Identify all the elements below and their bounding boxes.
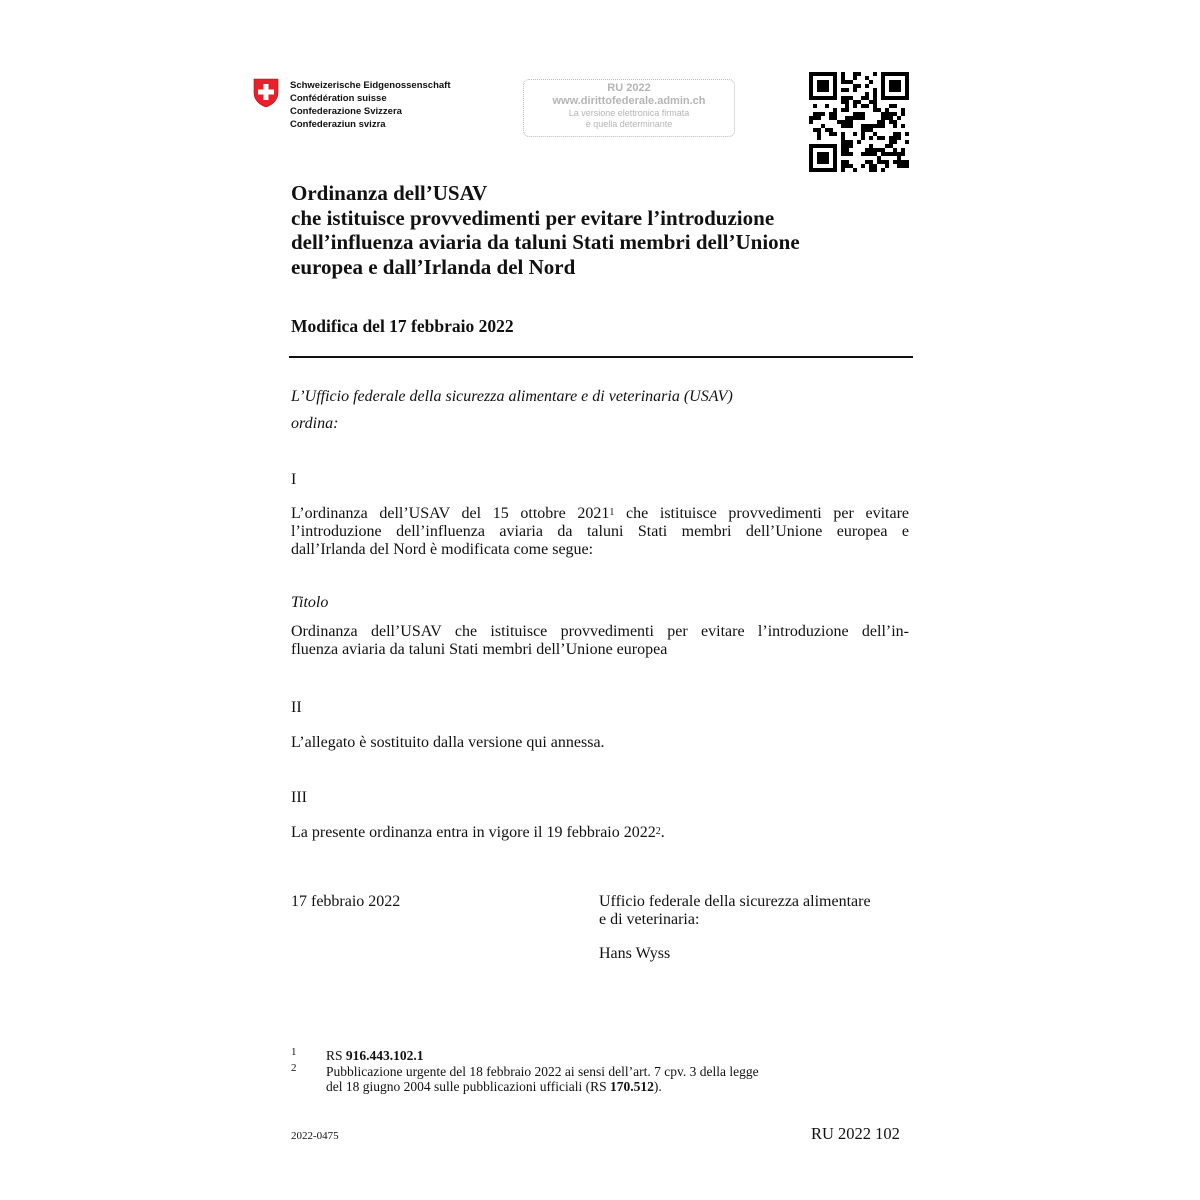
swiss-cross-icon [253, 78, 279, 108]
titolo-text-b: fluenza aviaria da taluni Stati membri dell’Unione europea [291, 641, 668, 658]
fn2-rs-number[interactable]: 170.512 [609, 1079, 654, 1094]
titolo-text [291, 623, 909, 659]
fn2-line-1: Pubblicazione urgente del 18 febbraio 2022 ai sensi dell’art. 7 cpv. 3 della legge [326, 1064, 759, 1079]
title-line-1: Ordinanza dell’USAV [291, 181, 488, 205]
stamp-url[interactable]: www.dirittofederale.admin.ch [552, 95, 706, 107]
publication-stamp [523, 79, 735, 137]
stamp-note-2: è quella determinante [585, 119, 673, 129]
s3-text: La presente ordinanza entra in vigore il 19 febbraio 2022 [291, 824, 656, 841]
footnote-number-2: 2 [291, 1062, 297, 1074]
preamble-ordina: ordina: [291, 415, 339, 432]
amendment-date: Modifica del 17 febbraio 2022 [291, 316, 514, 336]
s3-text-end: . [660, 824, 665, 841]
s1-text-b: che istituisce provvedimenti per evitare l’introduzione dell’influenza aviaria da taluni Stati membri dell’Unione europea e [291, 505, 909, 540]
stamp-note-1: La versione elettronica firmata [568, 108, 690, 118]
preamble-authority: L’Ufficio federale della sicurezza alimentare e di veterinaria (USAV) [291, 388, 733, 405]
document-code: 2022-0475 [291, 1130, 339, 1142]
confederation-de: Schweizerische Eidgenossenschaft [290, 80, 451, 91]
document-title [291, 181, 931, 279]
office-line-2: e di veterinaria: [599, 911, 700, 928]
section-2-text: L’allegato è sostituito dalla versione qui annessa. [291, 734, 605, 751]
section-1-text [291, 505, 909, 559]
qr-code-icon [809, 72, 909, 172]
fn2-line-2b: ). [653, 1079, 662, 1094]
fn1-rs-number[interactable]: 916.443.102.1 [345, 1048, 424, 1063]
section-heading-2: II [291, 699, 302, 716]
section-heading-1: I [291, 471, 297, 488]
signatory-name: Hans Wyss [599, 945, 671, 962]
fn2-line-2a: del 18 giugno 2004 sulle pubblicazioni ufficiali (RS [326, 1079, 610, 1094]
signature-office [599, 893, 871, 929]
section-3-text [291, 824, 665, 842]
titolo-text-a: Ordinanza dell’USAV che istituisce provvedimenti per evitare l’introduzione dell’in- [291, 623, 909, 640]
office-line-1: Ufficio federale della sicurezza alimentare [599, 893, 871, 910]
confederation-it: Confederazione Svizzera [290, 106, 402, 117]
title-line-3: dell’influenza aviaria da taluni Stati membri dell’Unione [291, 230, 800, 254]
section-heading-3: III [291, 789, 307, 806]
footnote-1 [326, 1048, 886, 1063]
confederation-rm: Confederaziun svizra [290, 119, 386, 130]
s1-text-c: dall’Irlanda del Nord è modificata come segue: [291, 541, 594, 558]
title-line-4: europea e dall’Irlanda del Nord [291, 254, 576, 279]
divider [289, 356, 913, 358]
s1-text-a: L’ordinanza dell’USAV del 15 ottobre 2021 [291, 505, 610, 522]
confederation-fr: Confédération suisse [290, 93, 387, 104]
footnote-ref-1[interactable]: 1 [609, 507, 615, 518]
signature-date: 17 febbraio 2022 [291, 893, 401, 910]
title-line-2: che istituisce provvedimenti per evitare l’introduzione [291, 205, 775, 230]
ru-reference: RU 2022 102 [811, 1124, 900, 1143]
footnote-ref-2[interactable]: 2 [655, 826, 661, 837]
footnote-number-1: 1 [291, 1046, 297, 1058]
footnote-2 [326, 1064, 886, 1094]
fn1-prefix: RS [326, 1048, 346, 1063]
stamp-ru: RU 2022 [607, 82, 651, 94]
titolo-label: Titolo [291, 594, 329, 611]
confederation-names [290, 79, 451, 131]
